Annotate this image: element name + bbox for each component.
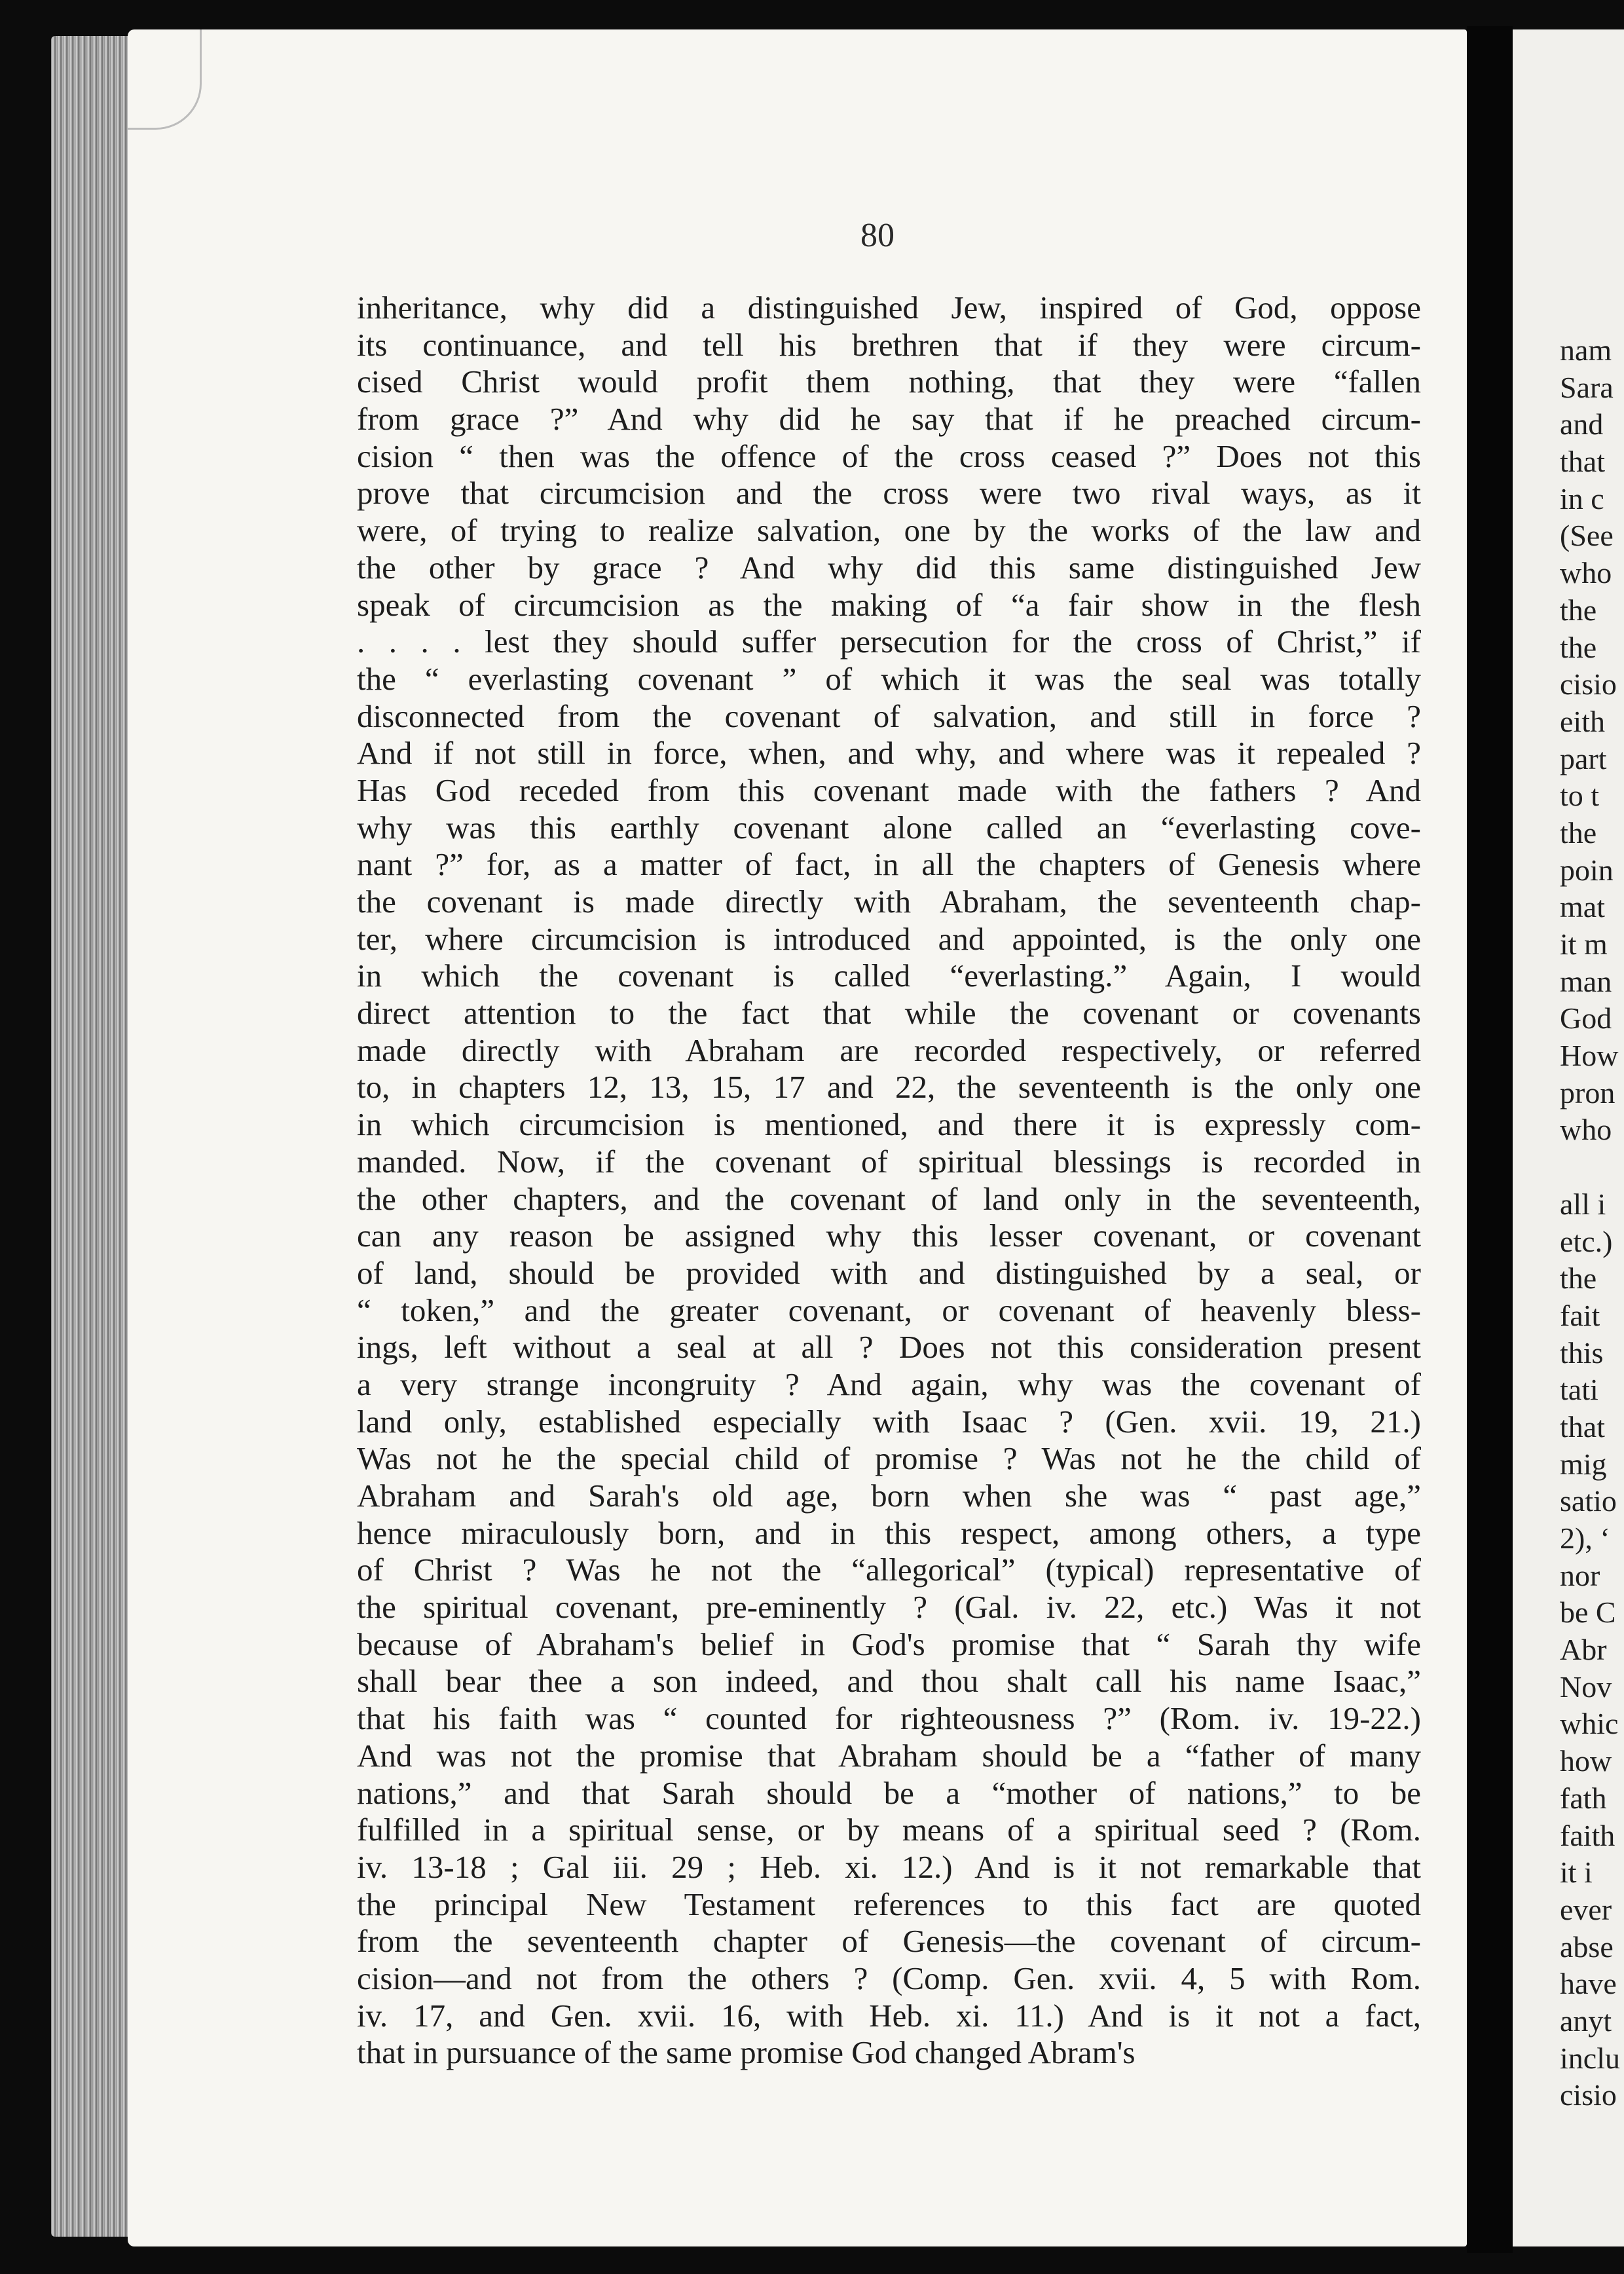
text-line: shall bear thee a son indeed, and thou shalt call his name Isaac,” [357, 1663, 1421, 1700]
facing-text-fragment: the [1560, 1261, 1597, 1295]
facing-text-fragment: whic [1560, 1707, 1619, 1741]
facing-text-fragment: cisio [1560, 2078, 1617, 2112]
facing-text-fragment: mig [1560, 1447, 1607, 1481]
facing-text-fragment: nam [1560, 333, 1612, 367]
facing-text-fragment: Sara [1560, 370, 1614, 404]
facing-text-fragment: how [1560, 1744, 1612, 1778]
text-line: Has God receded from this covenant made with the fathers ? And [357, 772, 1421, 808]
facing-text-fragment: cisio [1560, 667, 1617, 701]
facing-text-fragment: to t [1560, 779, 1600, 813]
text-line: of land, should be provided with and distinguished by a seal, or [357, 1254, 1421, 1291]
text-line: cised Christ would profit them nothing, that they were “fallen [357, 363, 1421, 400]
text-line: made directly with Abraham are recorded respectively, or referred [357, 1032, 1421, 1068]
text-line: in which the covenant is called “everlasting.” Again, I would [357, 958, 1421, 994]
facing-text-fragment: ever [1560, 1892, 1612, 1926]
text-line: why was this earthly covenant alone called an “everlasting cove- [357, 809, 1421, 846]
facing-text-fragment: mat [1560, 890, 1605, 924]
text-line: to, in chapters 12, 13, 15, 17 and 22, the seventeenth is the only one [357, 1069, 1421, 1106]
text-line: . . . . lest they should suffer persecution for the cross of Christ,” if [357, 624, 1421, 660]
text-line: speak of circumcision as the making of “a fair show in the flesh [357, 586, 1421, 623]
text-line: manded. Now, if the covenant of spiritual blessings is recorded in [357, 1143, 1421, 1180]
facing-text-fragment: nor [1560, 1558, 1600, 1592]
text-line: land only, established especially with Isaac ? (Gen. xvii. 19, 21.) [357, 1403, 1421, 1440]
facing-text-fragment: the [1560, 593, 1597, 627]
facing-text-fragment: it i [1560, 1855, 1593, 1890]
facing-text-fragment: anyt [1560, 2004, 1612, 2038]
text-line: disconnected from the covenant of salvation, and still in force ? [357, 698, 1421, 734]
text-line: inheritance, why did a distinguished Jew, inspired of God, oppose [357, 289, 1421, 326]
facing-text-fragment: tati [1560, 1373, 1598, 1407]
facing-text-fragment: inclu [1560, 2041, 1620, 2075]
facing-text-fragment: have [1560, 1967, 1617, 2001]
body-text [357, 289, 1421, 2072]
facing-text-fragment: all i [1560, 1187, 1606, 1221]
facing-text-fragment: How [1560, 1039, 1619, 1073]
corner-curl [128, 29, 202, 130]
text-line: the “ everlasting covenant ” of which it was the seal was totally [357, 660, 1421, 697]
text-line: in which circumcision is mentioned, and there it is expressly com- [357, 1106, 1421, 1143]
text-line: iv. 17, and Gen. xvii. 16, with Heb. xi. 11.) And is it not a fact, [357, 1997, 1421, 2034]
text-line: the covenant is made directly with Abraham, the seventeenth chap- [357, 884, 1421, 920]
text-line: cision “ then was the offence of the cross ceased ?” Does not this [357, 438, 1421, 474]
text-line: can any reason be assigned why this lesser covenant, or covenant [357, 1218, 1421, 1254]
text-line: cision—and not from the others ? (Comp. Gen. xvii. 4, 5 with Rom. [357, 1960, 1421, 1996]
facing-text-fragment: 2), ‘ [1560, 1521, 1610, 1555]
facing-page-text [1560, 332, 1624, 2114]
facing-text-fragment: the [1560, 630, 1597, 664]
text-line: And if not still in force, when, and why, and where was it repealed ? [357, 735, 1421, 772]
text-line: Abraham and Sarah's old age, born when she was “ past age,” [357, 1478, 1421, 1514]
facing-text-fragment: and [1560, 407, 1604, 441]
facing-text-fragment: poin [1560, 853, 1614, 887]
facing-text-fragment: satio [1560, 1484, 1617, 1518]
facing-text-fragment: etc.) [1560, 1224, 1613, 1258]
text-line: its continuance, and tell his brethren that if they were circum- [357, 326, 1421, 363]
facing-text-fragment: that [1560, 445, 1605, 479]
facing-text-fragment: in c [1560, 481, 1604, 515]
facing-text-fragment: Nov [1560, 1669, 1612, 1704]
text-line: And was not the promise that Abraham should be a “father of many [357, 1737, 1421, 1774]
facing-text-fragment: abse [1560, 1929, 1614, 1964]
facing-text-fragment [1560, 1149, 1624, 1186]
facing-text-fragment: be C [1560, 1595, 1616, 1630]
text-line: nations,” and that Sarah should be a “mother of nations,” to be [357, 1774, 1421, 1811]
facing-text-fragment: who [1560, 556, 1612, 590]
facing-text-fragment: part [1560, 741, 1607, 775]
text-line: nant ?” for, as a matter of fact, in all the chapters of Genesis where [357, 846, 1421, 883]
page-edges [51, 36, 133, 2237]
facing-text-fragment: it m [1560, 927, 1608, 961]
book-gutter [1467, 26, 1513, 2253]
facing-text-fragment: (See [1560, 519, 1614, 553]
text-line: the principal New Testament references to this fact are quoted [357, 1886, 1421, 1922]
facing-text-fragment: faith [1560, 1818, 1615, 1852]
text-line: the spiritual covenant, pre-eminently ? (Gal. iv. 22, etc.) Was it not [357, 1589, 1421, 1626]
text-line: of Christ ? Was he not the “allegorical” (typical) representative of [357, 1552, 1421, 1588]
text-line: that his faith was “ counted for righteousness ?” (Rom. iv. 19-22.) [357, 1700, 1421, 1737]
facing-text-fragment: that [1560, 1409, 1605, 1444]
text-line: iv. 13-18 ; Gal iii. 29 ; Heb. xi. 12.) And is it not remarkable that [357, 1848, 1421, 1885]
right-page [1513, 29, 1624, 2246]
text-line: fulfilled in a spiritual sense, or by means of a spiritual seed ? (Rom. [357, 1812, 1421, 1848]
text-line: “ token,” and the greater covenant, or covenant of heavenly bless- [357, 1292, 1421, 1328]
text-line: ter, where circumcision is introduced and appointed, is the only one [357, 920, 1421, 957]
text-line: hence miraculously born, and in this respect, among others, a type [357, 1514, 1421, 1551]
text-line: from the seventeenth chapter of Genesis—the covenant of circum- [357, 1923, 1421, 1960]
text-line: prove that circumcision and the cross were two rival ways, as it [357, 475, 1421, 512]
facing-text-fragment: who [1560, 1113, 1612, 1147]
text-line: a very strange incongruity ? And again, why was the covenant of [357, 1366, 1421, 1402]
text-line: because of Abraham's belief in God's promise that “ Sarah thy wife [357, 1626, 1421, 1662]
text-line: direct attention to the fact that while the covenant or covenants [357, 995, 1421, 1032]
text-line: the other chapters, and the covenant of land only in the seventeenth, [357, 1180, 1421, 1217]
facing-text-fragment: pron [1560, 1075, 1615, 1109]
facing-text-fragment: Abr [1560, 1633, 1607, 1667]
facing-text-fragment: man [1560, 964, 1612, 998]
text-line: were, of trying to realize salvation, one by the works of the law and [357, 512, 1421, 549]
facing-text-fragment: this [1560, 1335, 1604, 1370]
facing-text-fragment: fath [1560, 1781, 1607, 1815]
facing-text-fragment: eith [1560, 704, 1605, 738]
text-line: Was not he the special child of promise ? Was not he the child of [357, 1440, 1421, 1477]
facing-text-fragment: God [1560, 1001, 1612, 1035]
text-line: the other by grace ? And why did this same distinguished Jew [357, 549, 1421, 586]
facing-text-fragment: the [1560, 815, 1597, 849]
text-line: ings, left without a seal at all ? Does not this consideration present [357, 1329, 1421, 1366]
page-number: 80 [860, 217, 895, 254]
facing-text-fragment: fait [1560, 1298, 1600, 1332]
text-line: from grace ?” And why did he say that if he preached circum- [357, 401, 1421, 438]
text-line: that in pursuance of the same promise God changed Abram's [357, 2034, 1135, 2071]
